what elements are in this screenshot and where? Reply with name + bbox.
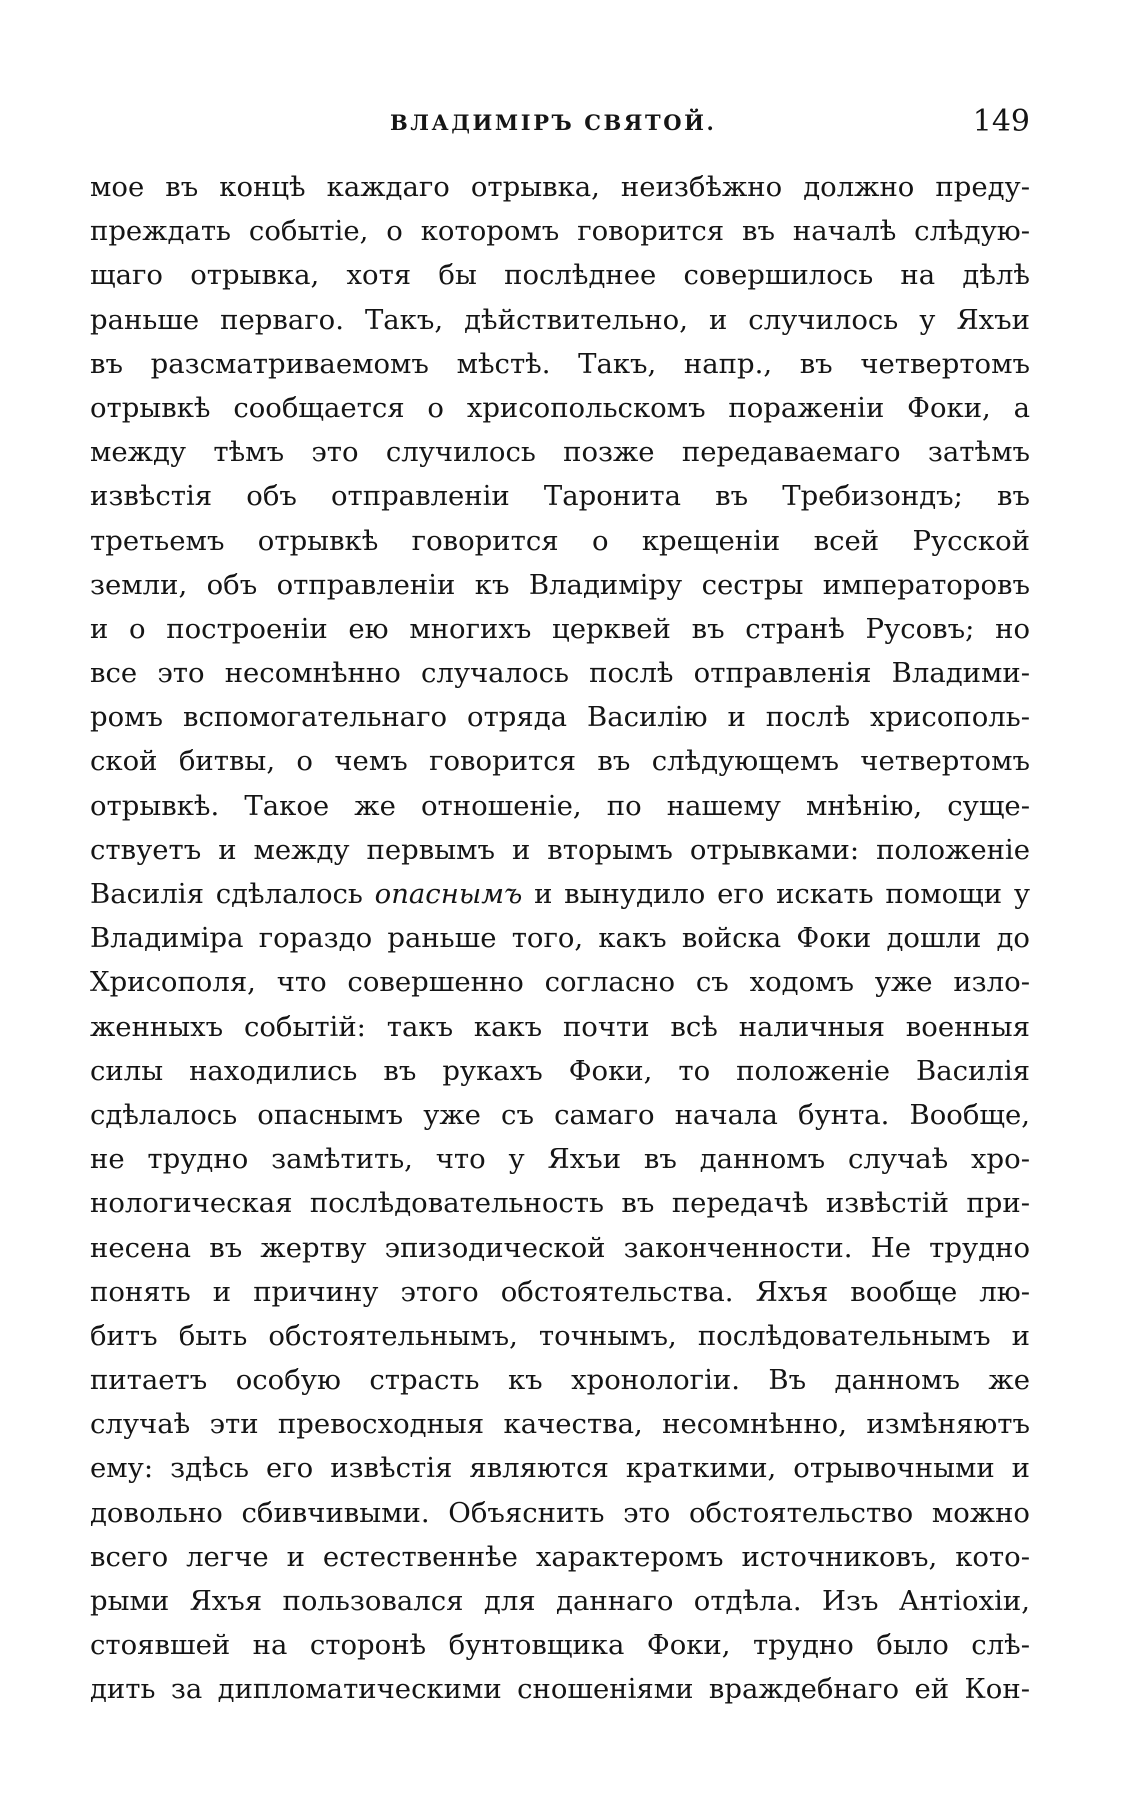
text-line: Хрисополя, что совершенно согласно съ ходомъ уже изло- xyxy=(90,966,1030,999)
text-line: дить за дипломатическими сношеніями враждебнаго ей Кон- xyxy=(90,1673,1030,1706)
text-line: битъ быть обстоятельнымъ, точнымъ, послѣдовательнымъ и xyxy=(90,1319,1030,1352)
text-line: отрывкѣ. Такое же отношеніе, по нашему мнѣнію, суще- xyxy=(90,789,1030,822)
text-line: земли, объ отправленіи къ Владиміру сестры императоровъ xyxy=(90,568,1030,601)
text-line: Владиміра гораздо раньше того, какъ войска Фоки дошли до xyxy=(90,922,1030,955)
text-line: преждать событіе, о которомъ говорится въ началѣ слѣдую- xyxy=(90,215,1030,248)
text-line: третьемъ отрывкѣ говорится о крещеніи всей Русской xyxy=(90,524,1030,557)
line-segment: и вынудило его искать помощи у xyxy=(522,878,1030,910)
page-number: 149 xyxy=(972,104,1030,139)
line-segment: Василія сдѣлалось xyxy=(90,878,375,910)
running-head xyxy=(90,104,1030,144)
text-line: ромъ вспомогательнаго отряда Василію и послѣ хрисополь- xyxy=(90,701,1030,734)
body-text xyxy=(90,165,1030,1712)
running-title: ВЛАДИМІРЪ СВЯТОЙ. xyxy=(390,110,717,135)
text-line: въ разсматриваемомъ мѣстѣ. Такъ, напр., въ четвертомъ xyxy=(90,347,1030,380)
text-line: женныхъ событій: такъ какъ почти всѣ наличныя военныя xyxy=(90,1010,1030,1043)
text-line: питаетъ особую страсть къ хронологіи. Въ данномъ же xyxy=(90,1364,1030,1397)
text-line: ему: здѣсь его извѣстія являются краткими, отрывочными и xyxy=(90,1452,1030,1485)
text-line: раньше перваго. Такъ, дѣйствительно, и случилось у Яхъи xyxy=(90,303,1030,336)
text-line: довольно сбивчивыми. Объяснить это обстоятельство можно xyxy=(90,1496,1030,1529)
text-line: мое въ концѣ каждаго отрывка, неизбѣжно должно преду- xyxy=(90,171,1030,203)
text-line: всего легче и естественнѣе характеромъ источниковъ, кото- xyxy=(90,1540,1030,1573)
text-line: все это несомнѣнно случалось послѣ отправленія Владими- xyxy=(90,657,1030,690)
text-line: нологическая послѣдовательность въ передачѣ извѣстій при- xyxy=(90,1187,1030,1220)
italic-emphasis: опаснымъ xyxy=(374,878,523,910)
text-line: сдѣлалось опаснымъ уже съ самаго начала бунта. Вообще, xyxy=(90,1098,1030,1131)
text-line: понять и причину этого обстоятельства. Яхъя вообще лю- xyxy=(90,1275,1030,1308)
text-line-with-italic xyxy=(90,872,1030,916)
text-line: силы находились въ рукахъ Фоки, то положеніе Василія xyxy=(90,1054,1030,1087)
text-line: ствуетъ и между первымъ и вторымъ отрывками: положеніе xyxy=(90,833,1030,866)
text-line: между тѣмъ это случилось позже передаваемаго затѣмъ xyxy=(90,436,1030,469)
text-line: стоявшей на сторонѣ бунтовщика Фоки, трудно было слѣ- xyxy=(90,1629,1030,1662)
text-line: ской битвы, о чемъ говорится въ слѣдующемъ четвертомъ xyxy=(90,745,1030,778)
text-line: рыми Яхъя пользовался для даннаго отдѣла. Изъ Антіохіи, xyxy=(90,1585,1030,1617)
text-line: не трудно замѣтить, что у Яхъи въ данномъ случаѣ хро- xyxy=(90,1143,1030,1176)
text-line: отрывкѣ сообщается о хрисопольскомъ пораженіи Фоки, а xyxy=(90,391,1030,424)
text-line: и о построеніи ею многихъ церквей въ странѣ Русовъ; но xyxy=(90,612,1030,645)
text-line: извѣстія объ отправленіи Таронита въ Требизондъ; въ xyxy=(90,480,1030,513)
text-line: щаго отрывка, хотя бы послѣднее совершилось на дѣлѣ xyxy=(90,259,1030,292)
text-line: случаѣ эти превосходныя качества, несомнѣнно, измѣняютъ xyxy=(90,1408,1030,1441)
text-line: несена въ жертву эпизодической законченности. Не трудно xyxy=(90,1231,1030,1264)
